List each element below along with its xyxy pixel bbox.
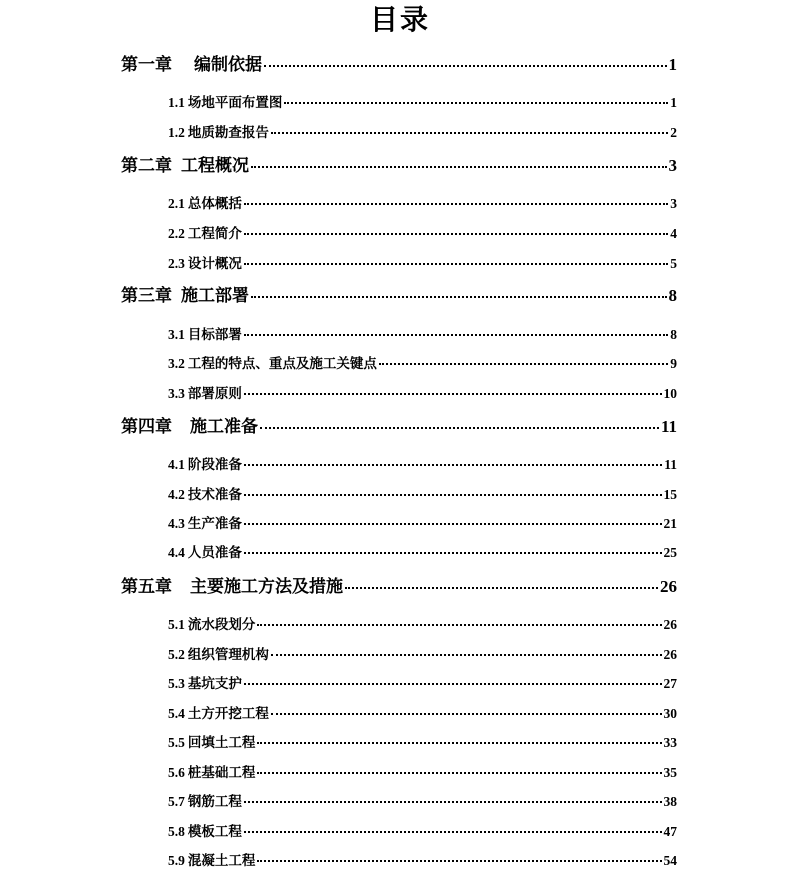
toc-entry-text bbox=[168, 121, 269, 141]
toc-entry-text bbox=[168, 483, 242, 503]
dot-leader bbox=[244, 494, 662, 496]
section-title: 工程简介 bbox=[187, 226, 242, 242]
toc-entry-text bbox=[168, 453, 242, 473]
section-title: 场地平面布置图 bbox=[187, 95, 283, 111]
toc-section-3-2[interactable] bbox=[168, 352, 677, 372]
dot-leader bbox=[271, 654, 662, 656]
toc-entry-text bbox=[168, 382, 242, 402]
toc-entry-text bbox=[168, 643, 269, 663]
dot-leader bbox=[244, 683, 662, 685]
section-number: 5.3 bbox=[168, 676, 185, 691]
toc-entry-text bbox=[168, 849, 255, 869]
toc-entry-text bbox=[168, 790, 242, 810]
toc-chapter-4[interactable] bbox=[121, 412, 677, 437]
toc-section-3-1[interactable] bbox=[168, 323, 677, 343]
toc-section-2-1[interactable] bbox=[168, 192, 677, 212]
dot-leader bbox=[257, 772, 661, 774]
section-title: 流水段划分 bbox=[187, 617, 256, 633]
toc-section-4-2[interactable] bbox=[168, 483, 677, 503]
page-number: 11 bbox=[660, 417, 677, 436]
section-title: 钢筋工程 bbox=[187, 794, 242, 810]
chapter-title: 工程概况 bbox=[181, 156, 249, 176]
chapter-title: 主要施工方法及措施 bbox=[190, 577, 343, 597]
toc-chapter-1[interactable] bbox=[121, 50, 677, 75]
dot-leader bbox=[271, 132, 668, 134]
section-number: 1.2 bbox=[168, 125, 185, 140]
page-number: 35 bbox=[663, 765, 677, 780]
dot-leader bbox=[260, 427, 659, 429]
page-number: 5 bbox=[670, 256, 677, 271]
section-number: 2.3 bbox=[168, 256, 185, 271]
page-number: 47 bbox=[663, 824, 677, 839]
dot-leader bbox=[244, 552, 662, 554]
section-title: 基坑支护 bbox=[187, 676, 242, 692]
toc-section-3-3[interactable] bbox=[168, 382, 677, 402]
dot-leader bbox=[244, 393, 662, 395]
dot-leader bbox=[379, 363, 668, 365]
dot-leader bbox=[244, 831, 662, 833]
page-number: 38 bbox=[663, 794, 677, 809]
toc-entry-text bbox=[121, 50, 262, 75]
page-number: 54 bbox=[663, 853, 677, 868]
section-title: 回填土工程 bbox=[187, 735, 256, 751]
section-title: 地质勘查报告 bbox=[187, 125, 269, 141]
chapter-number: 第二章 bbox=[121, 156, 172, 176]
toc-entry-text bbox=[168, 613, 255, 633]
section-number: 2.1 bbox=[168, 196, 185, 211]
toc-section-5-9[interactable] bbox=[168, 849, 677, 869]
section-title: 组织管理机构 bbox=[187, 647, 269, 663]
toc-section-1-2[interactable] bbox=[168, 121, 677, 141]
dot-leader bbox=[257, 624, 661, 626]
toc-entry-text bbox=[121, 281, 249, 306]
toc-entry-text bbox=[168, 672, 242, 692]
chapter-number: 第四章 bbox=[121, 417, 172, 437]
toc-section-5-6[interactable] bbox=[168, 761, 677, 781]
toc-entry-text bbox=[168, 761, 255, 781]
page-number: 10 bbox=[663, 386, 677, 401]
page-number: 11 bbox=[664, 457, 677, 472]
chapter-number: 第一章 bbox=[121, 55, 172, 75]
toc-section-5-5[interactable] bbox=[168, 731, 677, 751]
toc-section-2-2[interactable] bbox=[168, 222, 677, 242]
toc-section-5-4[interactable] bbox=[168, 702, 677, 722]
page-number: 33 bbox=[663, 735, 677, 750]
toc-section-5-3[interactable] bbox=[168, 672, 677, 692]
chapter-title: 施工部署 bbox=[181, 286, 249, 306]
toc-section-1-1[interactable] bbox=[168, 91, 677, 111]
section-number: 4.4 bbox=[168, 545, 185, 560]
section-title: 模板工程 bbox=[187, 824, 242, 840]
toc-entry-text bbox=[168, 731, 255, 751]
page-number: 9 bbox=[670, 356, 677, 371]
dot-leader bbox=[244, 523, 662, 525]
section-title: 技术准备 bbox=[187, 487, 242, 503]
section-title: 人员准备 bbox=[187, 545, 242, 561]
page-number: 3 bbox=[668, 156, 677, 175]
section-title: 生产准备 bbox=[187, 516, 242, 532]
section-number: 4.2 bbox=[168, 487, 185, 502]
toc-entry-text bbox=[168, 222, 242, 242]
page-number: 8 bbox=[668, 286, 677, 305]
toc-section-4-3[interactable] bbox=[168, 512, 677, 532]
toc-section-4-4[interactable] bbox=[168, 541, 677, 561]
section-number: 5.4 bbox=[168, 706, 185, 721]
toc-section-5-2[interactable] bbox=[168, 643, 677, 663]
toc-entry-text bbox=[168, 702, 269, 722]
toc-entry-text bbox=[168, 541, 242, 561]
section-number: 5.6 bbox=[168, 765, 185, 780]
dot-leader bbox=[257, 742, 661, 744]
toc-section-4-1[interactable] bbox=[168, 453, 677, 473]
page-number: 2 bbox=[670, 125, 677, 140]
dot-leader bbox=[271, 713, 662, 715]
section-number: 5.8 bbox=[168, 824, 185, 839]
dot-leader bbox=[244, 263, 668, 265]
section-number: 5.7 bbox=[168, 794, 185, 809]
toc-chapter-5[interactable] bbox=[121, 572, 677, 597]
dot-leader bbox=[244, 203, 668, 205]
page-number: 27 bbox=[663, 676, 677, 691]
page-number: 25 bbox=[663, 545, 677, 560]
toc-entry-text bbox=[168, 323, 242, 343]
chapter-title: 编制依据 bbox=[194, 55, 262, 75]
dot-leader bbox=[244, 233, 668, 235]
dot-leader bbox=[244, 334, 668, 336]
section-number: 5.2 bbox=[168, 647, 185, 662]
chapter-number: 第五章 bbox=[121, 577, 172, 597]
page-number: 1 bbox=[668, 55, 677, 74]
section-title: 部署原则 bbox=[187, 386, 242, 402]
toc-section-5-8[interactable] bbox=[168, 820, 677, 840]
section-number: 5.5 bbox=[168, 735, 185, 750]
page-number: 26 bbox=[663, 647, 677, 662]
section-number: 1.1 bbox=[168, 95, 185, 110]
dot-leader bbox=[345, 587, 658, 589]
page-number: 26 bbox=[663, 617, 677, 632]
toc-entry-text bbox=[168, 820, 242, 840]
toc-entry-text bbox=[168, 192, 242, 212]
toc-entry-text bbox=[168, 512, 242, 532]
section-number: 4.3 bbox=[168, 516, 185, 531]
section-title: 设计概况 bbox=[187, 256, 242, 272]
toc-chapter-3[interactable] bbox=[121, 281, 677, 306]
section-number: 3.2 bbox=[168, 356, 185, 371]
section-number: 3.3 bbox=[168, 386, 185, 401]
section-title: 目标部署 bbox=[187, 327, 242, 343]
page-number: 3 bbox=[670, 196, 677, 211]
dot-leader bbox=[251, 166, 667, 168]
section-number: 2.2 bbox=[168, 226, 185, 241]
page-number: 30 bbox=[663, 706, 677, 721]
chapter-title: 施工准备 bbox=[190, 417, 258, 437]
chapter-number: 第三章 bbox=[121, 286, 172, 306]
section-title: 混凝土工程 bbox=[187, 853, 256, 869]
page-number: 21 bbox=[663, 516, 677, 531]
toc-entry-text bbox=[121, 151, 249, 176]
toc-entry-text bbox=[168, 91, 282, 111]
section-title: 总体概括 bbox=[187, 196, 242, 212]
toc-entry-text bbox=[121, 572, 343, 597]
toc-entry-text bbox=[121, 412, 258, 437]
dot-leader bbox=[257, 860, 661, 862]
page-number: 15 bbox=[663, 487, 677, 502]
toc-section-5-7[interactable] bbox=[168, 790, 677, 810]
toc-entry-text bbox=[168, 252, 242, 272]
toc-section-2-3[interactable] bbox=[168, 252, 677, 272]
section-number: 3.1 bbox=[168, 327, 185, 342]
page-number: 8 bbox=[670, 327, 677, 342]
page-number: 1 bbox=[670, 95, 677, 110]
page-number: 26 bbox=[660, 577, 677, 596]
dot-leader bbox=[244, 464, 662, 466]
section-title: 工程的特点、重点及施工关键点 bbox=[187, 356, 377, 372]
dot-leader bbox=[244, 801, 662, 803]
toc-entry-text bbox=[168, 352, 377, 372]
section-title: 土方开挖工程 bbox=[187, 706, 269, 722]
toc-chapter-2[interactable] bbox=[121, 151, 677, 176]
dot-leader bbox=[264, 65, 667, 67]
page-number: 4 bbox=[670, 226, 677, 241]
section-title: 桩基础工程 bbox=[187, 765, 256, 781]
dot-leader bbox=[284, 102, 668, 104]
section-number: 4.1 bbox=[168, 457, 185, 472]
dot-leader bbox=[251, 296, 667, 298]
toc-title: 目录 bbox=[369, 3, 430, 36]
section-number: 5.9 bbox=[168, 853, 185, 868]
section-number: 5.1 bbox=[168, 617, 185, 632]
section-title: 阶段准备 bbox=[187, 457, 242, 473]
toc-section-5-1[interactable] bbox=[168, 613, 677, 633]
